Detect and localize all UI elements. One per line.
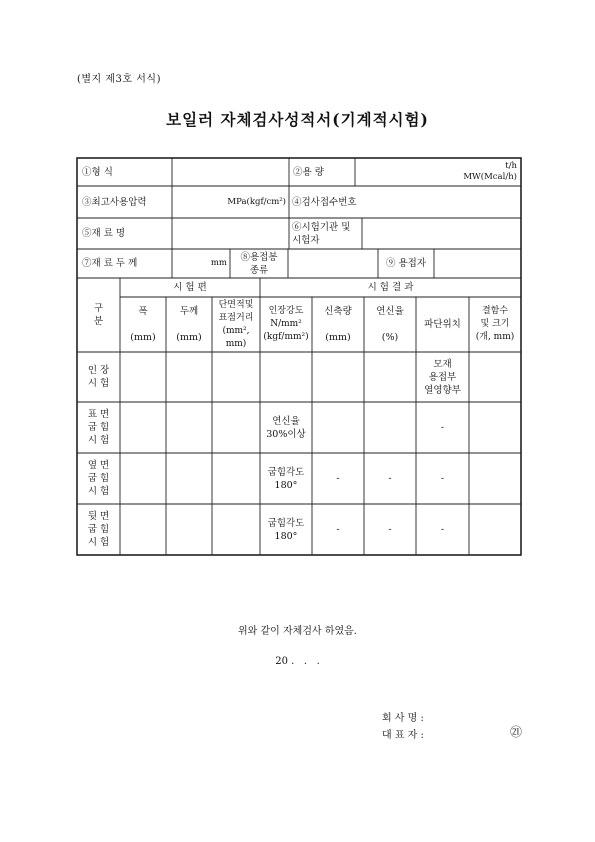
side-bend-extension-dash: -: [336, 473, 340, 484]
thickness-unit[interactable]: mm: [210, 258, 227, 268]
column-header-width: 폭 (mm): [130, 306, 156, 343]
date-field[interactable]: 20 . . .: [275, 656, 320, 667]
model-field[interactable]: [172, 158, 289, 186]
inspection-no-field[interactable]: [362, 186, 521, 218]
row-label-face-bend: 표 면 굽 힘 시 험: [87, 409, 110, 446]
company-name-label: 회 사 명 :: [382, 713, 424, 724]
root-bend-elongation-dash: -: [388, 524, 392, 535]
certification-statement: 위와 같이 자체검사 하였음.: [238, 626, 357, 637]
column-header-area: 단면적및 표점거리 (mm², mm): [218, 299, 254, 349]
document-title: 보일러 자체검사성적서(기계적시험): [166, 110, 429, 129]
column-header-elongation: 연신율 (%): [376, 306, 404, 343]
form-number-label: (별지 제3호 서식): [77, 74, 161, 85]
weld-type-label: ⑧용접봉 종류: [240, 251, 278, 276]
face-bend-fracture-dash: -: [440, 422, 445, 433]
test-org-field[interactable]: [362, 218, 521, 249]
max-pressure-label: ③최고사용압력: [82, 196, 147, 208]
thickness-label: ⑦재 료 두 께: [82, 258, 138, 269]
column-header-tensile: 인장강도 N/mm² (kgf/mm²): [263, 306, 309, 342]
seal-mark: ㉑: [510, 725, 523, 739]
inspection-no-label: ④검사접수번호: [292, 196, 357, 208]
representative-label: 대 표 자 :: [382, 730, 424, 741]
capacity-label: ②용 량: [293, 166, 324, 178]
material-field[interactable]: [172, 218, 289, 249]
fracture-location-options[interactable]: 모재 용접부 열영향부: [424, 358, 461, 396]
side-bend-fracture-dash: -: [440, 473, 445, 484]
row-label-side-bend: 옆 면 굽 힘 시 험: [87, 460, 110, 497]
pressure-unit[interactable]: MPa(kgf/cm²): [227, 196, 286, 207]
welder-field[interactable]: [434, 249, 521, 278]
model-label: ①형 식: [82, 166, 113, 178]
welder-label: ⑨ 용접자: [385, 258, 427, 269]
root-bend-fracture-dash: -: [440, 524, 445, 535]
weld-type-field[interactable]: [288, 249, 378, 278]
test-org-label: ⑥시험기관 및 시험자: [292, 221, 351, 246]
result-group-header: 시 험 결 과: [367, 282, 414, 293]
row-label-tensile: 인 장 시 험: [87, 365, 110, 389]
material-label: ⑤재 료 명: [82, 228, 126, 239]
category-header: 구 분: [93, 303, 104, 327]
row-label-root-bend: 뒷 면 굽 힘 시 험: [87, 511, 110, 548]
column-header-fracture: 파단위치: [424, 319, 461, 330]
column-header-thickness: 두께 (mm): [176, 306, 202, 343]
column-header-defects: 결함수 및 크기 (개, mm): [475, 306, 515, 342]
face-bend-criterion: 연신율 30%이상: [266, 415, 306, 440]
root-bend-criterion: 굽힘각도 180°: [267, 517, 305, 542]
capacity-unit[interactable]: t/h MW(Mcal/h): [463, 161, 517, 182]
side-bend-criterion: 굽힘각도 180°: [267, 466, 305, 491]
column-header-extension: 신축량 (mm): [324, 306, 352, 343]
side-bend-elongation-dash: -: [388, 473, 392, 484]
specimen-group-header: 시 험 편: [173, 282, 207, 293]
root-bend-extension-dash: -: [336, 524, 340, 535]
